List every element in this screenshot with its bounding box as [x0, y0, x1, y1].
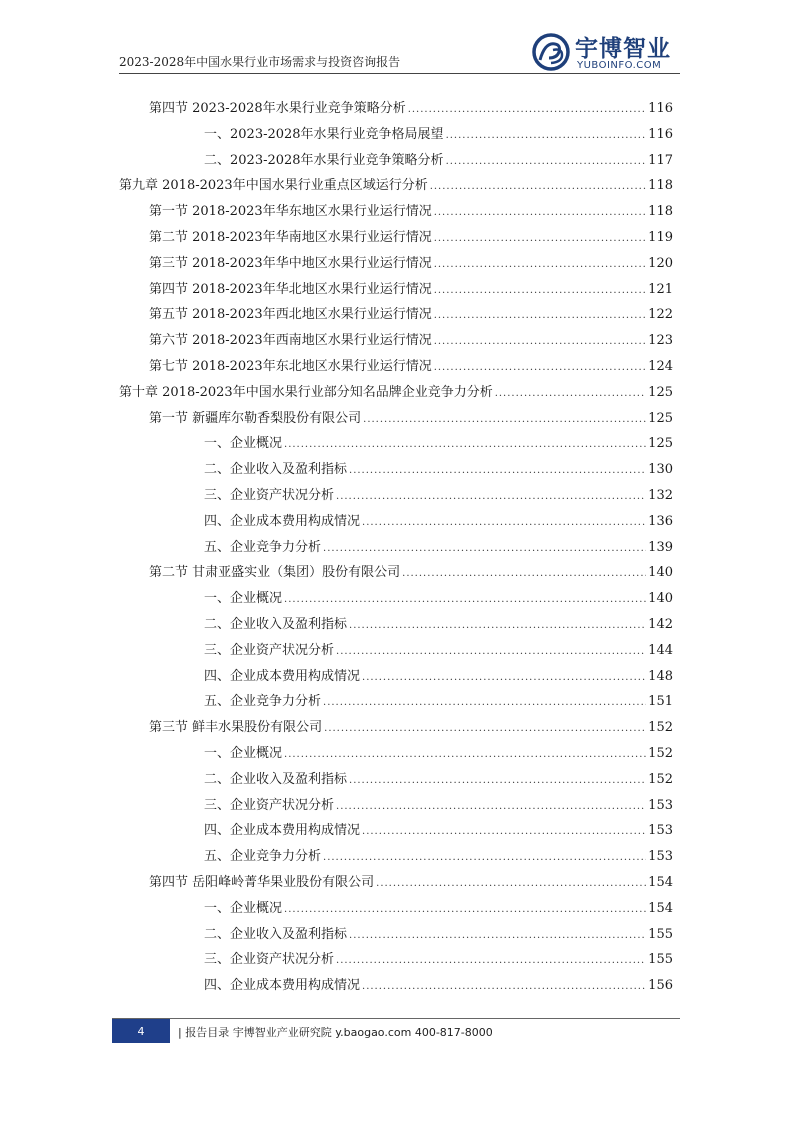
toc-entry[interactable]	[204, 125, 673, 145]
toc-entry[interactable]	[204, 925, 673, 945]
toc-entry-title: 五、企业竞争力分析	[204, 539, 322, 555]
toc-entry-page: 148	[648, 668, 673, 684]
toc-dot-leader	[434, 229, 646, 249]
toc-entry-title: 一、企业概况	[204, 591, 283, 607]
toc-entry-title: 一、企业概况	[204, 436, 283, 452]
toc-dot-leader	[402, 564, 646, 584]
toc-entry-title: 五、企业竞争力分析	[204, 849, 322, 865]
toc-entry-page: 116	[648, 126, 673, 142]
toc-entry-page: 154	[648, 875, 673, 890]
toc-entry[interactable]	[204, 460, 673, 480]
toc-entry-title: 第二节 2018-2023年华南地区水果行业运行情况	[149, 230, 432, 245]
toc-entry-title: 第一节 2018-2023年华东地区水果行业运行情况	[149, 204, 432, 220]
toc-dot-leader	[446, 152, 647, 172]
toc-entry-title: 第四节 2023-2028年水果行业竞争策略分析	[149, 101, 406, 116]
toc-entry-page: 130	[648, 462, 673, 478]
toc-entry[interactable]	[149, 873, 673, 893]
toc-dot-leader	[363, 410, 646, 430]
toc-entry-page: 140	[648, 591, 673, 607]
toc-entry[interactable]	[204, 796, 673, 816]
toc-entry-title: 第三节 2018-2023年华中地区水果行业运行情况	[149, 255, 432, 271]
toc-dot-leader	[284, 900, 646, 920]
toc-entry[interactable]	[149, 280, 673, 300]
toc-entry[interactable]	[204, 770, 673, 790]
toc-dot-leader	[434, 306, 646, 326]
toc-entry[interactable]	[149, 228, 673, 248]
toc-entry-page: 132	[648, 488, 673, 503]
toc-entry-page: 156	[648, 978, 673, 994]
toc-entry[interactable]	[204, 821, 673, 841]
toc-entry-page: 142	[648, 617, 673, 632]
toc-entry-page: 151	[648, 694, 673, 710]
toc-entry-page: 153	[648, 797, 673, 813]
toc-entry-title: 第一节 新疆库尔勒香梨股份有限公司	[149, 410, 362, 426]
toc-dot-leader	[323, 539, 646, 559]
logo-chinese-name: 宇博智业	[575, 36, 671, 62]
toc-entry-title: 第三节 鲜丰水果股份有限公司	[149, 720, 323, 736]
toc-entry-page: 153	[648, 823, 673, 839]
footer-divider	[112, 1018, 680, 1019]
toc-entry-page: 154	[648, 900, 673, 916]
toc-dot-leader	[434, 332, 646, 352]
toc-entry[interactable]	[204, 589, 673, 609]
toc-dot-leader	[495, 384, 646, 404]
toc-entry-page: 122	[648, 307, 673, 323]
toc-entry-title: 三、企业资产状况分析	[204, 488, 335, 503]
toc-dot-leader	[323, 848, 646, 868]
toc-entry[interactable]	[119, 383, 673, 403]
toc-entry-page: 125	[648, 384, 673, 400]
toc-entry[interactable]	[149, 563, 673, 583]
toc-entry-title: 二、2023-2028年水果行业竞争策略分析	[204, 152, 444, 168]
toc-entry-page: 136	[648, 513, 673, 529]
toc-dot-leader	[336, 797, 646, 817]
toc-entry-page: 121	[648, 281, 673, 297]
toc-dot-leader	[284, 590, 646, 610]
toc-entry[interactable]	[149, 409, 673, 429]
toc-entry-title: 二、企业收入及盈利指标	[204, 926, 348, 942]
toc-entry-page: 119	[648, 230, 673, 245]
toc-entry[interactable]	[204, 641, 673, 661]
toc-entry-title: 四、企业成本费用构成情况	[204, 668, 361, 684]
toc-entry[interactable]	[149, 202, 673, 222]
document-header-title: 2023-2028年中国水果行业市场需求与投资咨询报告	[119, 55, 401, 69]
toc-dot-leader	[336, 642, 646, 662]
brand-logo	[531, 30, 681, 76]
toc-dot-leader	[324, 719, 646, 739]
toc-entry-title: 第六节 2018-2023年西南地区水果行业运行情况	[149, 333, 432, 349]
toc-dot-leader	[362, 513, 646, 533]
toc-entry[interactable]	[204, 692, 673, 712]
toc-entry-page: 139	[648, 539, 673, 555]
toc-entry-page: 152	[648, 746, 673, 761]
page-number-badge: 4	[112, 1019, 170, 1043]
toc-entry-title: 二、企业收入及盈利指标	[204, 617, 348, 632]
toc-entry-page: 153	[648, 849, 673, 865]
toc-dot-leader	[349, 926, 646, 946]
toc-dot-leader	[362, 668, 646, 688]
toc-entry[interactable]	[119, 176, 673, 196]
toc-dot-leader	[446, 126, 647, 146]
toc-dot-leader	[362, 822, 646, 842]
toc-dot-leader	[349, 771, 646, 791]
toc-entry-page: 155	[648, 952, 673, 968]
toc-entry-title: 第九章 2018-2023年中国水果行业重点区域运行分析	[119, 178, 428, 194]
toc-dot-leader	[362, 977, 646, 997]
toc-entry[interactable]	[204, 615, 673, 635]
toc-entry-page: 116	[648, 101, 673, 116]
toc-entry-title: 四、企业成本费用构成情况	[204, 978, 361, 994]
toc-entry-title: 三、企业资产状况分析	[204, 952, 335, 968]
toc-entry[interactable]	[149, 254, 673, 274]
toc-entry[interactable]	[204, 847, 673, 867]
toc-dot-leader	[430, 177, 646, 197]
toc-dot-leader	[434, 255, 646, 275]
toc-entry-title: 一、2023-2028年水果行业竞争格局展望	[204, 126, 444, 142]
toc-entry-page: 124	[648, 359, 673, 374]
toc-dot-leader	[434, 281, 646, 301]
toc-entry[interactable]	[204, 744, 673, 764]
yb-logo-mark-icon	[531, 32, 571, 72]
toc-entry-title: 第七节 2018-2023年东北地区水果行业运行情况	[149, 359, 432, 374]
toc-dot-leader	[408, 100, 646, 120]
toc-entry-title: 一、企业概况	[204, 746, 283, 761]
toc-entry-page: 118	[648, 204, 673, 220]
toc-entry-title: 二、企业收入及盈利指标	[204, 462, 348, 478]
footer-text: | 报告目录 宇博智业产业研究院 y.baogao.com 400-817-8000	[178, 1026, 493, 1039]
logo-domain: YUBOINFO.COM	[577, 60, 662, 71]
toc-dot-leader	[434, 203, 646, 223]
toc-entry[interactable]	[149, 357, 673, 377]
toc-entry-title: 第四节 岳阳峰岭菁华果业股份有限公司	[149, 875, 375, 890]
toc-dot-leader	[349, 616, 646, 636]
toc-entry[interactable]	[204, 486, 673, 506]
toc-dot-leader	[349, 461, 646, 481]
toc-entry[interactable]	[149, 99, 673, 119]
toc-entry-title: 二、企业收入及盈利指标	[204, 771, 348, 787]
toc-entry-title: 三、企业资产状况分析	[204, 642, 335, 658]
toc-entry-page: 140	[648, 565, 673, 581]
toc-entry-page: 125	[648, 436, 673, 452]
toc-entry-title: 第四节 2018-2023年华北地区水果行业运行情况	[149, 281, 432, 297]
toc-entry-title: 三、企业资产状况分析	[204, 797, 335, 813]
toc-entry[interactable]	[204, 434, 673, 454]
toc-entry[interactable]	[149, 718, 673, 738]
toc-entry-page: 152	[648, 771, 673, 787]
toc-dot-leader	[284, 745, 646, 765]
toc-entry[interactable]	[204, 950, 673, 970]
toc-entry-title: 四、企业成本费用构成情况	[204, 823, 361, 839]
toc-entry-title: 四、企业成本费用构成情况	[204, 513, 361, 529]
toc-entry[interactable]	[149, 305, 673, 325]
toc-dot-leader	[434, 358, 646, 378]
toc-entry-page: 155	[648, 926, 673, 942]
toc-entry-page: 118	[648, 178, 673, 194]
toc-entry-title: 五、企业竞争力分析	[204, 694, 322, 710]
toc-dot-leader	[376, 874, 646, 894]
toc-dot-leader	[284, 435, 646, 455]
toc-dot-leader	[336, 487, 646, 507]
toc-entry-title: 第二节 甘肃亚盛实业（集团）股份有限公司	[149, 565, 401, 581]
toc-entry[interactable]	[204, 667, 673, 687]
toc-entry-page: 152	[648, 720, 673, 736]
toc-entry-page: 117	[648, 152, 673, 168]
toc-entry-title: 一、企业概况	[204, 900, 283, 916]
toc-entry-page: 125	[648, 410, 673, 426]
toc-dot-leader	[323, 693, 646, 713]
toc-entry[interactable]	[204, 151, 673, 171]
toc-entry-title: 第五节 2018-2023年西北地区水果行业运行情况	[149, 307, 432, 323]
toc-entry[interactable]	[204, 538, 673, 558]
toc-entry[interactable]	[204, 512, 673, 532]
toc-entry[interactable]	[204, 976, 673, 996]
header-divider	[119, 73, 680, 74]
toc-entry-page: 120	[648, 255, 673, 271]
toc-dot-leader	[336, 951, 646, 971]
toc-entry-page: 123	[648, 333, 673, 349]
toc-entry-page: 144	[648, 642, 673, 658]
toc-entry[interactable]	[204, 899, 673, 919]
toc-entry-title: 第十章 2018-2023年中国水果行业部分知名品牌企业竞争力分析	[119, 384, 493, 400]
toc-entry[interactable]	[149, 331, 673, 351]
